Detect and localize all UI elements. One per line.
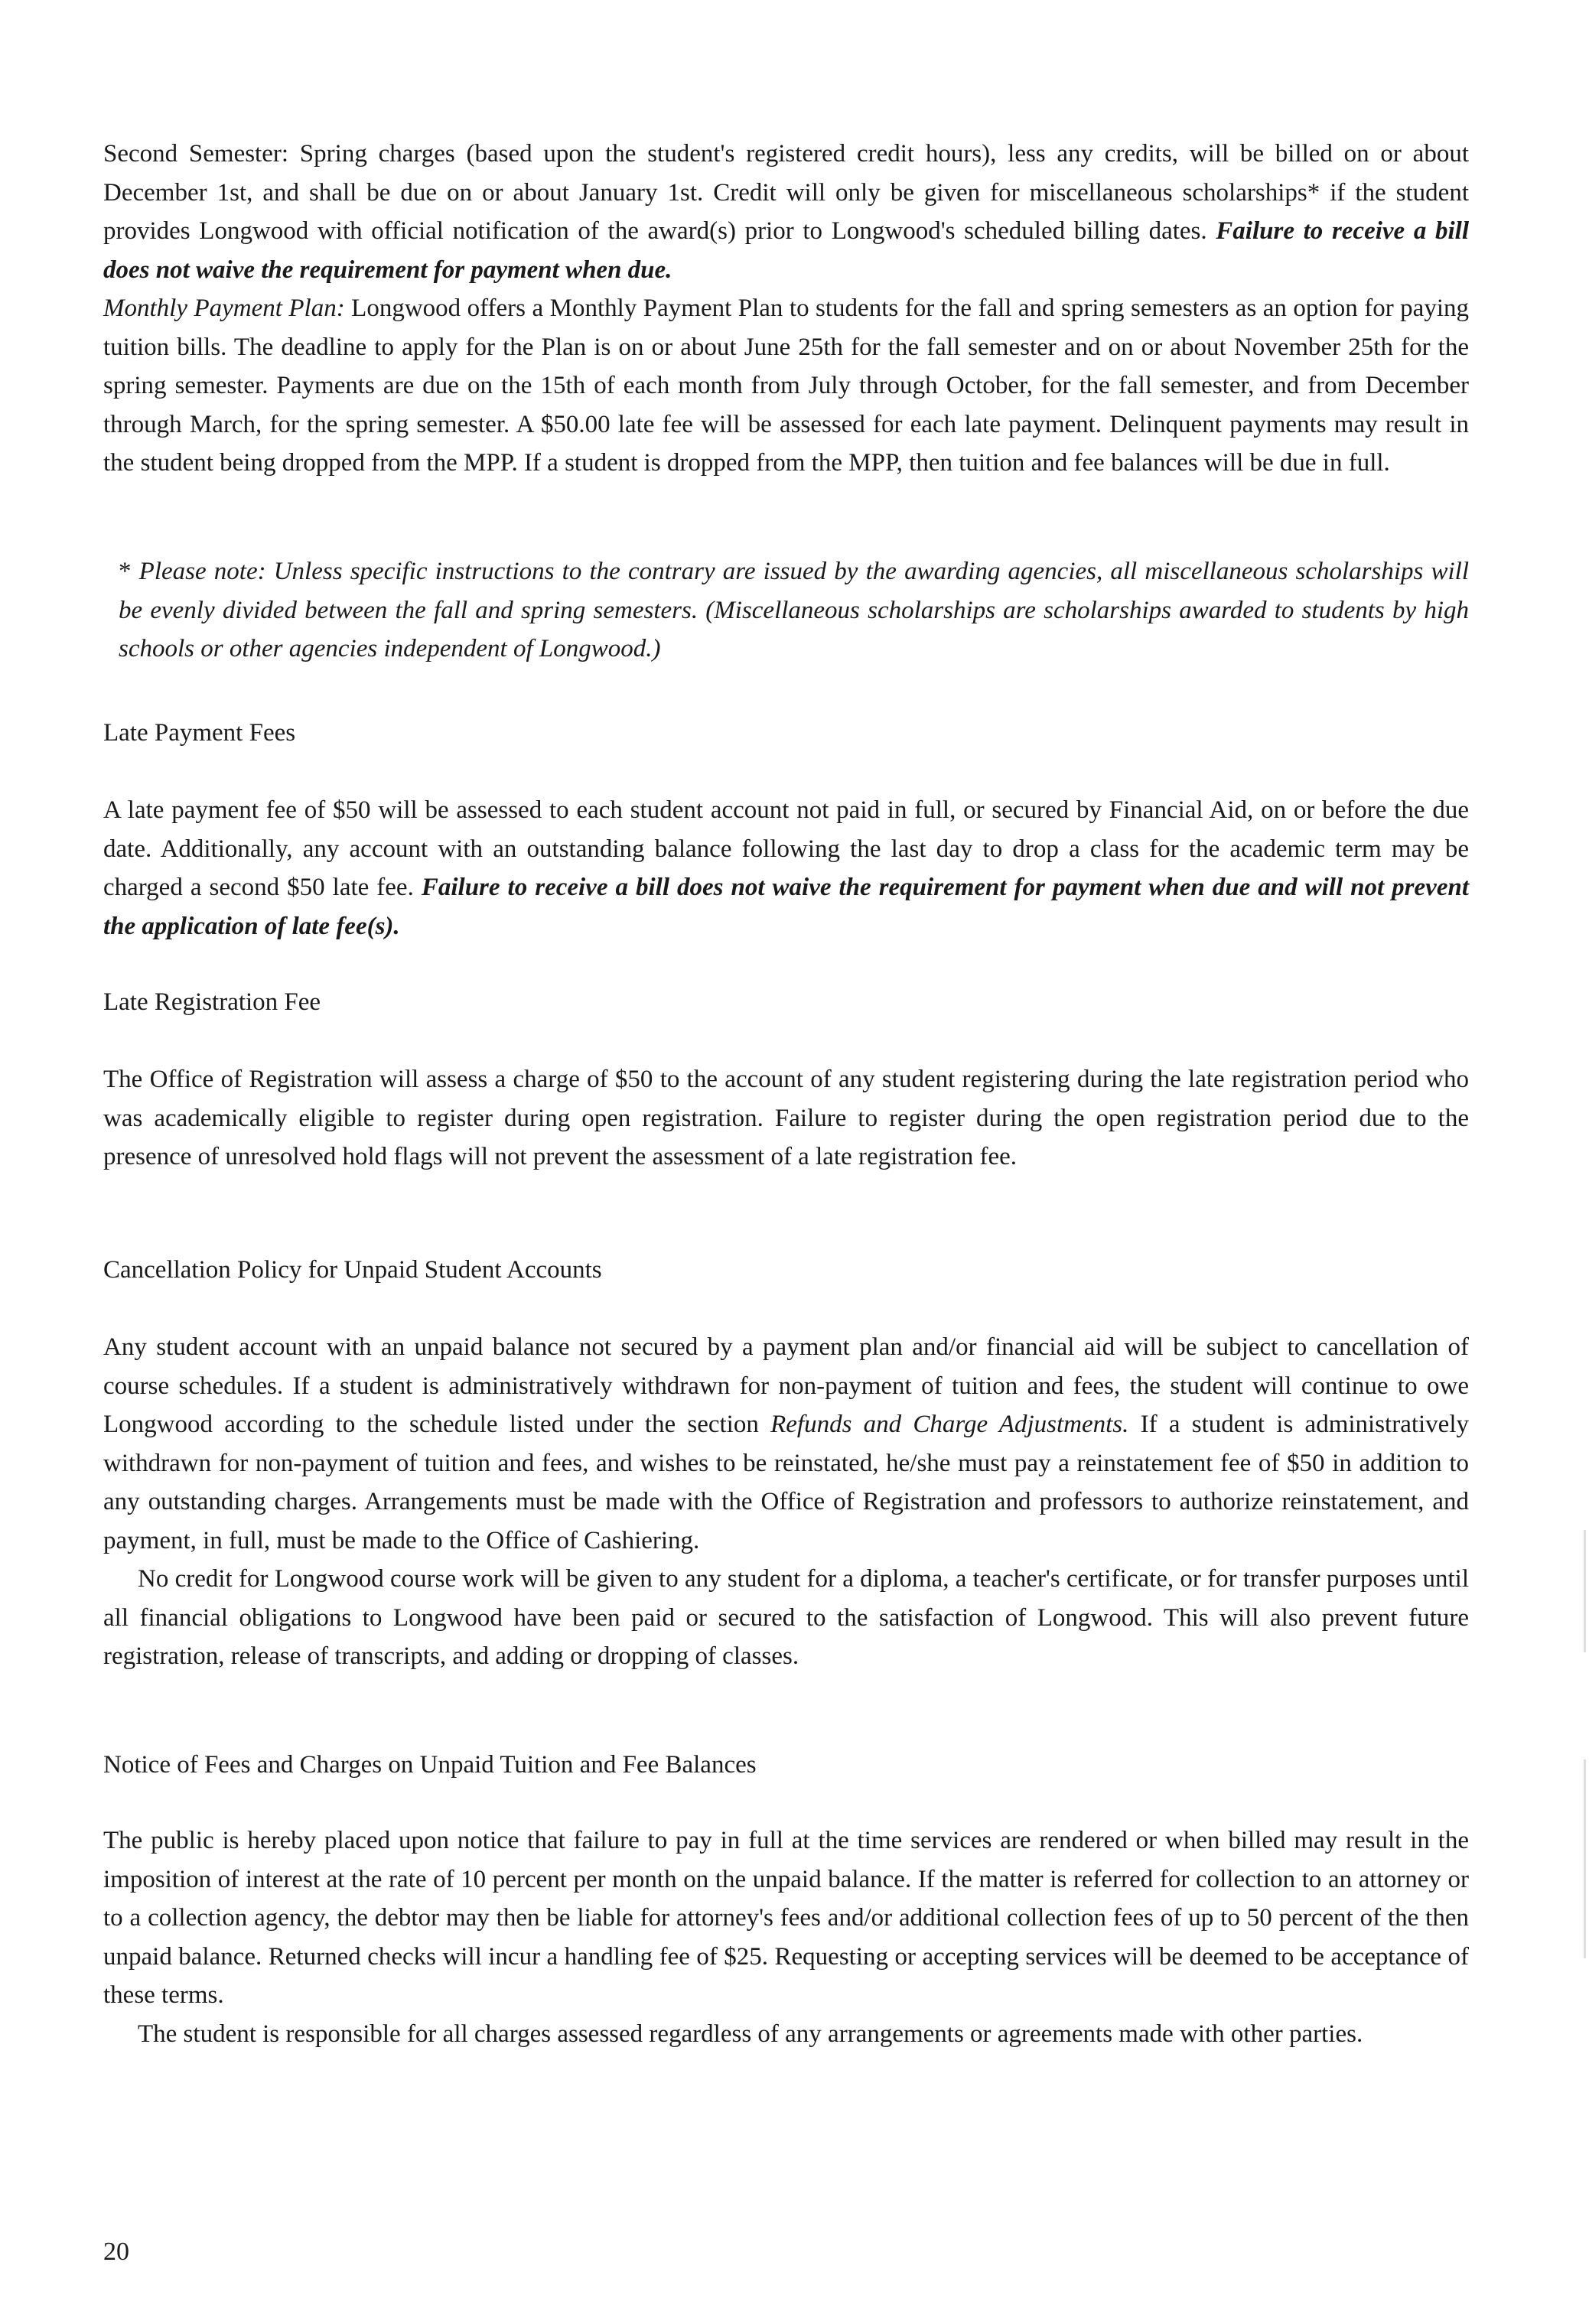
late-payment-paragraph <box>103 791 1469 946</box>
asterisk: * <box>119 558 132 585</box>
monthly-plan-label: Monthly Payment Plan: <box>103 295 345 322</box>
cancellation-heading: Cancellation Policy for Unpaid Student Accounts <box>103 1256 602 1284</box>
second-semester-emphasis: Failure to receive a bill does not waive the requirement for payment when due. <box>103 217 1470 284</box>
notice-heading: Notice of Fees and Charges on Unpaid Tuition and Fee Balances <box>103 1751 757 1779</box>
second-semester-label: Second Semester: <box>103 140 289 168</box>
refunds-reference: Refunds and Charge Adjustments. <box>770 1411 1129 1438</box>
late-registration-heading: Late Registration Fee <box>103 988 321 1016</box>
second-semester-text: Spring charges (based upon the student's registered credit hours), less any credits, will be billed on or about December 1st, and shall be due on or about January 1st. Credit will only be given for miscellaneous scholarships* if the student provides Longwood with official notification of the award(s) prior to Longwood's scheduled billing dates. <box>103 140 1469 245</box>
late-payment-heading: Late Payment Fees <box>103 719 296 747</box>
late-payment-text: A late payment fee of $50 will be assessed to each student account not paid in full, or secured by Financial Aid, on or before the due date. Additionally, any account with an outstanding balance following the last day to drop a class for the academic term may be charged a second $50 late fee. <box>103 796 1469 901</box>
cancellation-text-1: Any student account with an unpaid balance not secured by a payment plan and/or financial aid will be subject to cancellation of course schedules. If a student is administratively withdrawn for non-payment of tuition and fees, the student will continue to owe Longwood according to the schedule listed under the section <box>103 1333 1469 1438</box>
payment-schedule-section <box>103 135 1469 483</box>
cancellation-paragraph-2: No credit for Longwood course work will be given to any student for a diploma, a teacher's certificate, or for transfer purposes until all financial obligations to Longwood have been paid or secured to the satisfaction of Longwood. This will also prevent future registration, release of transcripts, and adding or dropping of classes. <box>103 1565 1469 1670</box>
cancellation-text-2: If a student is administratively withdrawn for non-payment of tuition and fees, and wishes to be reinstated, he/she must pay a reinstatement fee of $50 in addition to any outstanding charges. Arrangements must be made with the Office of Registration and professors to authorize reinstatement, and payment, in full, must be made to the Office of Cashiering. <box>103 1411 1469 1554</box>
late-registration-paragraph: The Office of Registration will assess a charge of $50 to the account of any student registering during the late registration period who was academically eligible to register during open registration. Failure to register during the open registration period due to the presence of unresolved hold flags will not prevent the assessment of a late registration fee. <box>103 1066 1469 1170</box>
notice-paragraph-2: The student is responsible for all charges assessed regardless of any arrangements or agreements made with other parties. <box>138 2020 1363 2048</box>
scan-edge-mark <box>1584 1530 1586 1652</box>
notice-paragraph-1: The public is hereby placed upon notice that failure to pay in full at the time services are rendered or when billed may result in the imposition of interest at the rate of 10 percent per month on the unpaid balance. If the matter is referred for collection to an attorney or to a collection agency, the debtor may then be liable for attorney's fees and/or additional collection fees of up to 50 percent of the then unpaid balance. Returned checks will incur a handling fee of $25. Requesting or accepting services will be deemed to be acceptance of these terms. <box>103 1827 1469 2009</box>
scan-edge-mark <box>1584 1759 1586 1958</box>
page-number: 20 <box>103 2238 129 2266</box>
monthly-plan-text: Longwood offers a Monthly Payment Plan to students for the fall and spring semesters as an option for paying tuition bills. The deadline to apply for the Plan is on or about June 25th for the fall semester and on or about November 25th for the spring semester. Payments are due on the 15th of each month from July through October, for the fall semester, and from December through March, for the spring semester. A $50.00 late fee will be assessed for each late payment. Delinquent payments may result in the student being dropped from the MPP. If a student is dropped from the MPP, then tuition and fee balances will be due in full. <box>103 295 1469 477</box>
scholarship-note <box>119 552 1469 669</box>
cancellation-paragraph <box>103 1328 1469 1676</box>
late-payment-emphasis: Failure to receive a bill does not waive the requirement for payment when due and will not prevent the application of late fee(s). <box>103 874 1469 940</box>
note-text: Please note: Unless specific instructions to the contrary are issued by the awarding agencies, all miscellaneous scholarships will be evenly divided between the fall and spring semesters. (Miscellaneous scholarships are scholarships awarded to students by high schools or other agencies independent of Longwood.) <box>119 558 1469 662</box>
notice-paragraph <box>103 1821 1469 2053</box>
